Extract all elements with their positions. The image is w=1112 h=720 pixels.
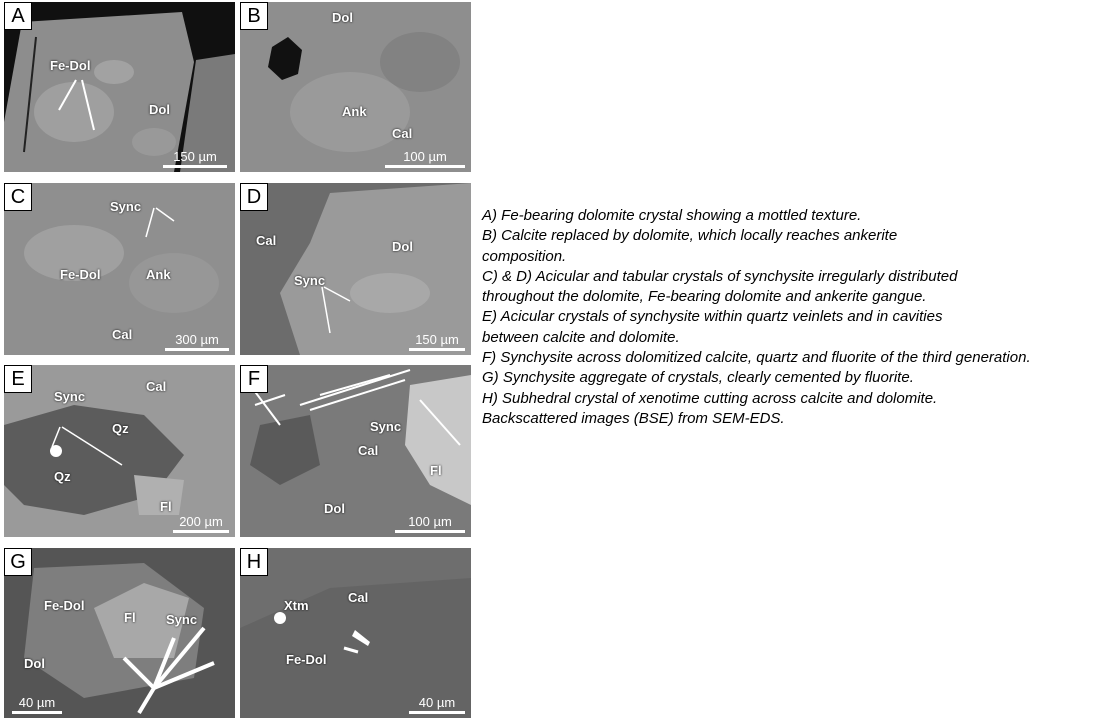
caption-line-b: B) Calcite replaced by dolomite, which locally reaches ankerite	[482, 227, 898, 245]
panel-b-scale-bar	[385, 149, 465, 168]
panel-f-mineral-cal: Cal	[358, 443, 379, 458]
panel-e-scale-line	[173, 530, 229, 533]
panel-d-mineral-dol: Dol	[392, 239, 413, 254]
panel-g-scale-line	[12, 711, 62, 714]
panel-e-micrograph	[4, 365, 235, 537]
panel-a-image	[4, 2, 235, 172]
panel-f-label: F	[240, 365, 268, 393]
panel-c-mineral-fe-dol: Fe-Dol	[60, 267, 101, 282]
panel-e-label: E	[4, 365, 32, 393]
panel-g-mineral-dol: Dol	[24, 656, 45, 671]
panel-d-micrograph	[240, 183, 471, 355]
panel-d-mineral-cal: Cal	[256, 233, 277, 248]
panel-h-label: H	[240, 548, 268, 576]
caption-line-f: F) Synchysite across dolomitized calcite, quartz and fluorite of the third generation.	[482, 349, 1031, 367]
panel-e-mineral-qz-2: Qz	[54, 469, 71, 484]
panel-c-mineral-cal: Cal	[112, 327, 133, 342]
panel-h-image	[240, 548, 471, 718]
panel-b-mineral-ank: Ank	[342, 104, 367, 119]
panel-a-mineral-dol: Dol	[149, 102, 170, 117]
panel-d-scale-line	[409, 348, 465, 351]
caption-line-source: Backscattered images (BSE) from SEM-EDS.	[482, 409, 785, 427]
panel-f-image	[240, 365, 471, 537]
panel-g-mineral-fl: Fl	[124, 610, 136, 625]
panel-f-mineral-fl: Fl	[430, 463, 442, 478]
caption-line-e: E) Acicular crystals of synchysite within quartz veinlets and in cavities	[482, 308, 943, 326]
panel-d-image	[240, 183, 471, 355]
panel-f-scale-label: 100 µm	[408, 514, 452, 529]
panel-b-scale-line	[385, 165, 465, 168]
panel-g-micrograph	[4, 548, 235, 718]
panel-d-label: D	[240, 183, 268, 211]
panel-a-scale-line	[163, 165, 227, 168]
caption-line-cd: C) & D) Acicular and tabular crystals of synchysite irregularly distributed	[482, 267, 958, 285]
panel-a-micrograph	[4, 2, 235, 172]
panel-e-image	[4, 365, 235, 537]
panel-b-scale-label: 100 µm	[403, 149, 447, 164]
caption-line-b-cont: composition.	[482, 247, 567, 265]
panel-e-mineral-fl: Fl	[160, 499, 172, 514]
panel-b-image	[240, 2, 471, 172]
panel-d-mineral-sync: Sync	[294, 273, 326, 288]
caption-line-g: G) Synchysite aggregate of crystals, clearly cemented by fluorite.	[482, 369, 914, 387]
panel-g-image	[4, 548, 235, 718]
panel-d-scale-bar	[409, 332, 465, 351]
panel-h-scale-line	[409, 711, 465, 714]
panel-c-label: C	[4, 183, 32, 211]
panel-e-mineral-qz-1: Qz	[112, 421, 129, 436]
panel-g-scale-bar	[12, 695, 62, 714]
panel-h-mineral-xtm: Xtm	[284, 598, 309, 613]
panel-c-mineral-ank: Ank	[146, 267, 171, 282]
panel-e-scale-label: 200 µm	[179, 514, 223, 529]
panel-b-label: B	[240, 2, 268, 30]
panel-h-scale-label: 40 µm	[418, 695, 456, 710]
panel-h-mineral-fe-dol: Fe-Dol	[286, 652, 327, 667]
panel-d-scale-label: 150 µm	[415, 332, 459, 347]
panel-h-mineral-cal: Cal	[348, 590, 369, 605]
panel-c-scale-label: 300 µm	[175, 332, 219, 347]
panel-a-scale-bar	[163, 149, 227, 168]
panel-a-mineral-fe-dol: Fe-Dol	[50, 58, 91, 73]
panel-g-mineral-sync: Sync	[166, 612, 198, 627]
caption-line-h: H) Subhedral crystal of xenotime cutting across calcite and dolomite.	[482, 389, 938, 407]
caption-line-cd-cont: throughout the dolomite, Fe-bearing dolomite and ankerite gangue.	[482, 288, 927, 306]
panel-f-scale-bar	[395, 514, 465, 533]
panel-b-micrograph	[240, 2, 471, 172]
panel-f-mineral-dol: Dol	[324, 501, 345, 516]
panel-e-mineral-sync: Sync	[54, 389, 86, 404]
figure-caption	[482, 206, 1112, 429]
caption-line-e-cont: between calcite and dolomite.	[482, 328, 680, 346]
panel-h-scale-bar	[409, 695, 465, 714]
panel-b-mineral-dol: Dol	[332, 10, 353, 25]
panel-c-image	[4, 183, 235, 355]
panel-c-scale-bar	[165, 332, 229, 351]
panel-c-mineral-sync: Sync	[110, 199, 142, 214]
panel-g-scale-label: 40 µm	[18, 695, 56, 710]
caption-line-a: A) Fe-bearing dolomite crystal showing a mottled texture.	[482, 207, 862, 224]
panel-e-scale-bar	[173, 514, 229, 533]
panel-a-label: A	[4, 2, 32, 30]
panel-e-mineral-cal: Cal	[146, 379, 167, 394]
panel-h-micrograph	[240, 548, 471, 718]
panel-c-scale-line	[165, 348, 229, 351]
panel-f-micrograph	[240, 365, 471, 537]
panel-b-mineral-cal: Cal	[392, 126, 413, 141]
panel-f-scale-line	[395, 530, 465, 533]
panel-g-label: G	[4, 548, 32, 576]
panel-f-mineral-sync: Sync	[370, 419, 402, 434]
panel-g-mineral-fe-dol: Fe-Dol	[44, 598, 85, 613]
panel-a-scale-label: 150 µm	[173, 149, 217, 164]
